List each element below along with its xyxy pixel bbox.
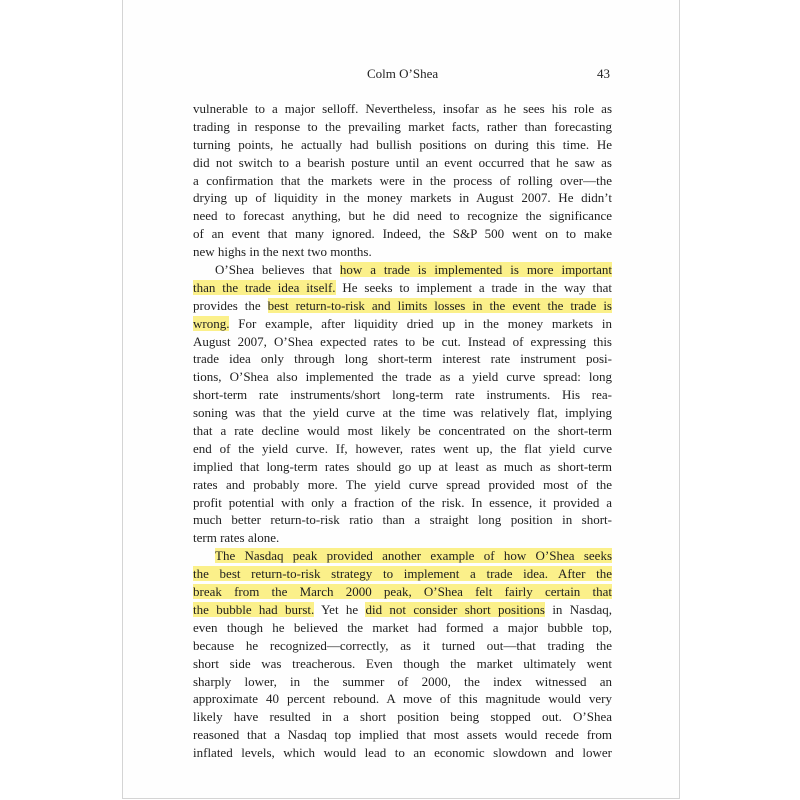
text-line	[193, 404, 612, 422]
text-segment: end of the yield curve. If, however, rates went up, the flat yield curve	[193, 440, 612, 456]
highlighted-text: the best return-to-risk strategy to implement a trade idea. After the	[193, 566, 612, 582]
text-line	[193, 118, 612, 136]
text-segment: turning points, he actually had bullish positions on during this time. He	[193, 136, 612, 152]
highlighted-text: wrong.	[193, 315, 230, 331]
text-line	[193, 565, 612, 583]
text-line	[193, 458, 612, 476]
text-segment: August 2007, O’Shea expected rates to be cut. Instead of expressing this	[193, 333, 612, 349]
text-segment: trading in response to the prevailing market facts, rather than forecasting	[193, 118, 612, 134]
text-segment: new highs in the next two months.	[193, 244, 372, 260]
text-segment: in Nasdaq,	[545, 601, 612, 617]
text-line	[193, 333, 612, 351]
text-line	[193, 225, 612, 243]
text-segment: drying up of liquidity in the money markets in August 2007. He didn’t	[193, 190, 612, 206]
text-line	[193, 243, 612, 261]
text-segment: trade idea only through long short-term interest rate instrument posi-	[193, 351, 612, 367]
text-line	[193, 100, 612, 118]
text-line	[193, 708, 612, 726]
text-line	[193, 172, 612, 190]
text-line	[193, 601, 612, 619]
text-segment: soning was that the yield curve at the time was relatively flat, implying	[193, 405, 612, 421]
text-segment: much better return-to-risk ratio than a straight long position in short-	[193, 512, 612, 528]
text-line	[193, 529, 612, 547]
text-segment: short-term rate instruments/short long-term rate instruments. His rea-	[193, 387, 612, 403]
text-segment: reasoned that a Nasdaq top implied that most assets would recede from	[193, 727, 612, 743]
text-segment: inflated levels, which would lead to an economic slowdown and lower	[193, 745, 612, 761]
highlighted-text: how a trade is implemented is more important	[339, 262, 613, 278]
text-segment: did not switch to a bearish posture until an event occurred that he saw as	[193, 154, 612, 170]
text-line	[193, 655, 612, 673]
text-segment: term rates alone.	[193, 530, 280, 546]
book-page	[122, 0, 680, 799]
running-head	[123, 66, 679, 84]
highlighted-text: The Nasdaq peak provided another example of how O’Shea seeks	[215, 548, 612, 564]
text-segment: O’Shea believes that	[215, 262, 340, 278]
text-segment: that a rate decline would most likely be concentrated on the short-term	[193, 423, 612, 439]
text-segment: rates and probably more. The yield curve spread provided most of the	[193, 476, 612, 492]
text-line	[193, 511, 612, 529]
text-segment: For example, after liquidity dried up in the money markets in	[229, 315, 612, 331]
text-line	[193, 279, 612, 297]
text-line	[193, 297, 612, 315]
highlighted-text: break from the March 2000 peak, O’Shea felt fairly certain that	[193, 584, 612, 600]
highlighted-text: than the trade idea itself.	[193, 279, 336, 295]
text-line	[193, 744, 612, 762]
text-segment: Yet he	[314, 601, 366, 617]
highlighted-text: best return-to-risk and limits losses in the event the trade is	[267, 297, 612, 313]
text-segment: tions, O’Shea also implemented the trade as a yield curve spread: long	[193, 369, 612, 385]
text-line	[193, 207, 612, 225]
text-line	[193, 350, 612, 368]
text-segment: He seeks to implement a trade in the way that	[335, 279, 612, 295]
text-line	[193, 619, 612, 637]
text-line	[193, 368, 612, 386]
running-title: Colm O’Shea	[367, 66, 439, 81]
text-segment: short side was treacherous. Even though the market ultimately went	[193, 655, 612, 671]
text-line	[193, 154, 612, 172]
text-line	[193, 422, 612, 440]
text-segment: approximate 40 percent rebound. A move of this magnitude would very	[193, 691, 612, 707]
text-segment: likely have resulted in a short position being stopped out. O’Shea	[193, 709, 612, 725]
text-line	[193, 547, 612, 565]
text-line	[193, 261, 612, 279]
text-line	[193, 583, 612, 601]
body-text	[193, 100, 612, 762]
page-number: 43	[597, 66, 610, 81]
text-segment: profit potential with only a fraction of the risk. In essence, it provided a	[193, 494, 612, 510]
highlighted-text: did not consider short positions	[365, 601, 545, 617]
text-line	[193, 189, 612, 207]
text-line	[193, 315, 612, 333]
text-line	[193, 386, 612, 404]
text-segment: vulnerable to a major selloff. Nevertheless, insofar as he sees his role as	[193, 101, 612, 116]
text-line	[193, 136, 612, 154]
text-line	[193, 690, 612, 708]
text-line	[193, 476, 612, 494]
text-segment: implied that long-term rates should go up at least as much as short-term	[193, 458, 612, 474]
text-line	[193, 637, 612, 655]
text-line	[193, 440, 612, 458]
text-line	[193, 726, 612, 744]
text-line	[193, 673, 612, 691]
text-segment: a confirmation that the markets were in the process of rolling over—the	[193, 172, 612, 188]
text-segment: even though he believed the market had formed a major bubble top,	[193, 619, 612, 635]
text-segment: because he recognized—correctly, as it turned out—that trading the	[193, 637, 612, 653]
text-segment: of an event that many ignored. Indeed, the S&P 500 went on to make	[193, 226, 612, 242]
text-segment: provides the	[193, 297, 268, 313]
text-segment: need to forecast anything, but he did need to recognize the significance	[193, 208, 612, 224]
highlighted-text: the bubble had burst.	[193, 601, 315, 617]
text-segment: sharply lower, in the summer of 2000, the index witnessed an	[193, 673, 612, 689]
text-line	[193, 494, 612, 512]
